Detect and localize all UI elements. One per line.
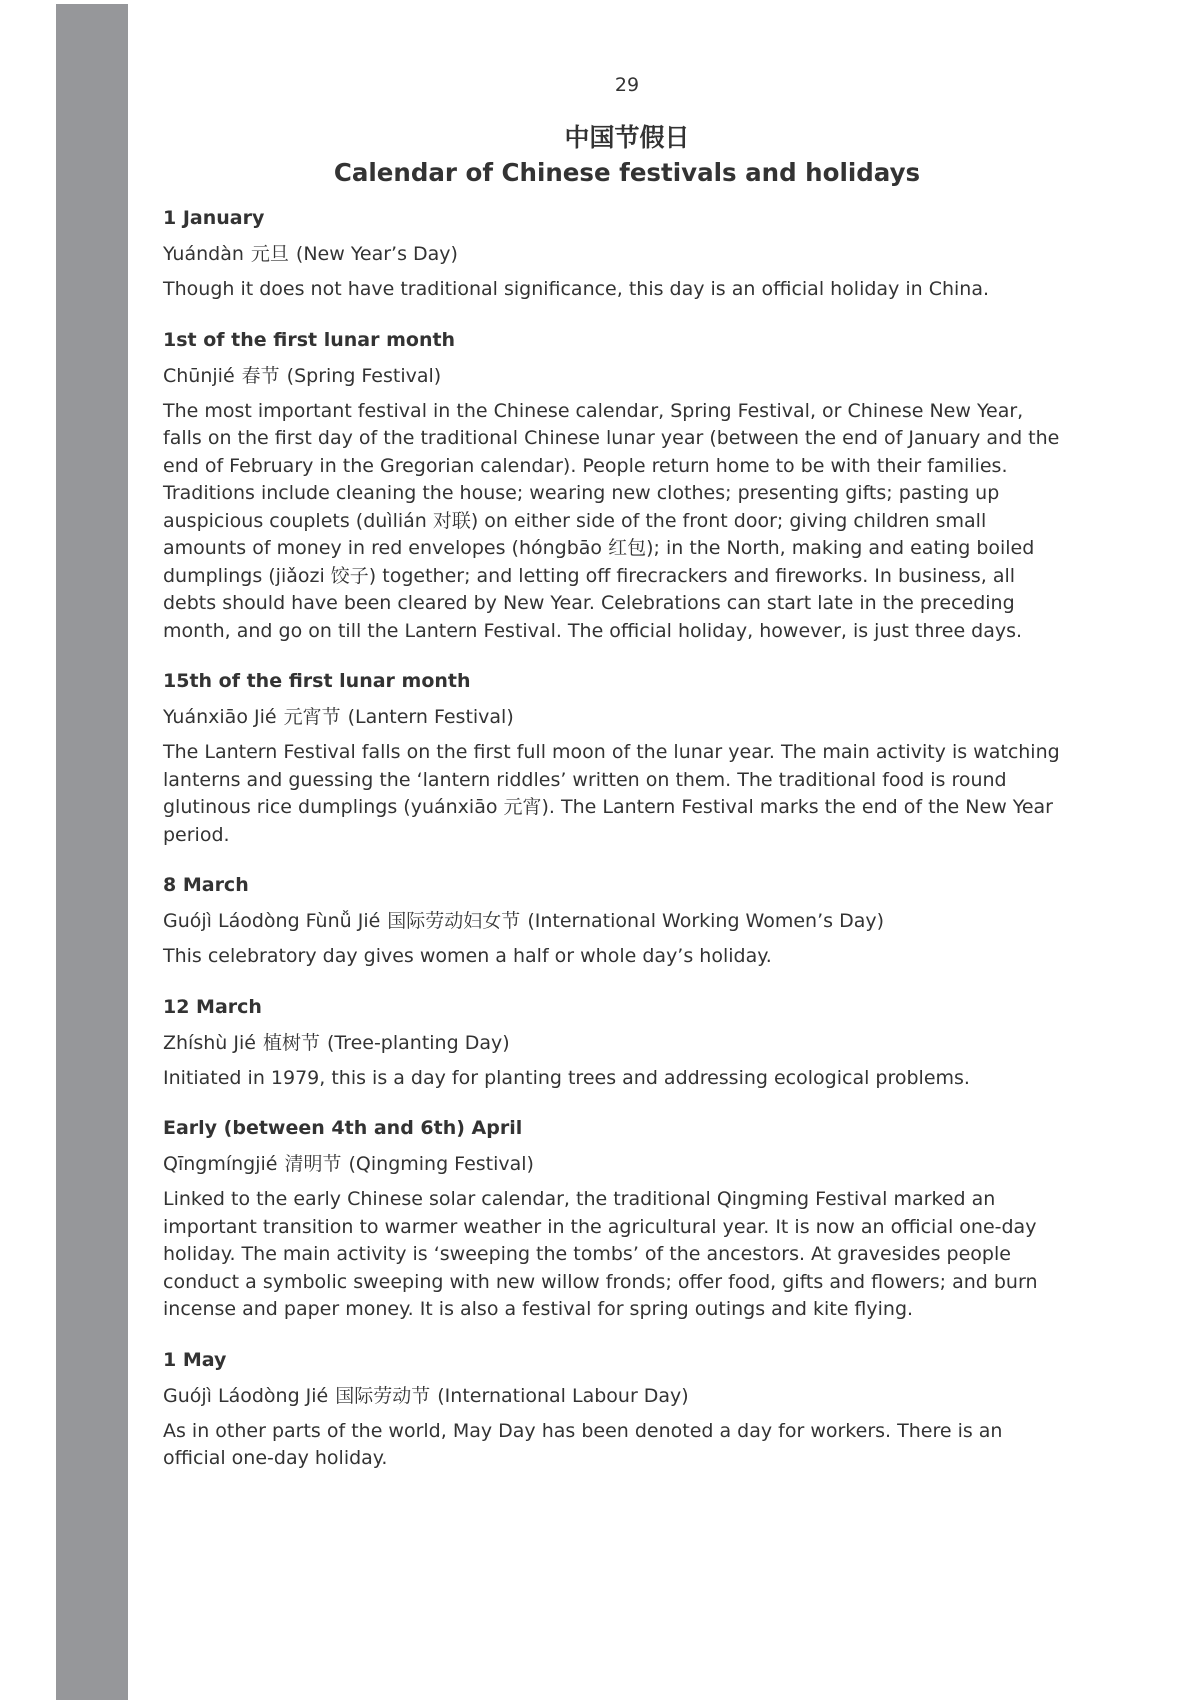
entry-english: (Lantern Festival) xyxy=(347,706,514,728)
entry-english: (International Labour Day) xyxy=(437,1384,689,1407)
entry-chinese: 植树节 xyxy=(262,1031,320,1054)
entry-english: (International Working Women’s Day) xyxy=(527,910,885,932)
entry-english: (New Year’s Day) xyxy=(295,243,458,265)
entry-chinese: 国际劳动节 xyxy=(335,1384,431,1407)
page-title-english: Calendar of Chinese festivals and holidays xyxy=(333,158,921,187)
entry-english: (Qingming Festival) xyxy=(348,1153,534,1175)
entry-pinyin: Yuánxiāo Jié xyxy=(163,706,277,728)
holiday-entry-labour-day xyxy=(163,1349,1063,1473)
page-number: 29 xyxy=(614,74,640,96)
entry-date: 1st of the first lunar month xyxy=(163,328,456,351)
entry-date: 1 May xyxy=(163,1348,227,1371)
holiday-entry-spring-festival xyxy=(163,329,1063,646)
entry-name xyxy=(163,239,1063,266)
entry-pinyin: Chūnjié xyxy=(163,364,235,387)
entry-english: (Spring Festival) xyxy=(286,364,442,387)
entry-pinyin: Yuándàn xyxy=(163,243,244,265)
holiday-entry-qingming-festival xyxy=(163,1117,1063,1324)
entry-date: 12 March xyxy=(163,995,262,1018)
entry-description: Linked to the early Chinese solar calendar, the traditional Qingming Festival marked an important transition to warmer weather in the agricultural year. It is now an official one-day holiday. The main activity is ‘sweeping the tombs’ of the ancestors. At gravesides people conduct a symbolic sweeping with new willow fronds; offer food, gifts and flowers; and burn incense and paper money. It is also a festival for spring outings and kite flying. xyxy=(163,1188,1038,1320)
entry-pinyin: Qīngmíngjié xyxy=(163,1153,278,1175)
holiday-entry-tree-planting-day xyxy=(163,996,1063,1093)
entry-description: The Lantern Festival falls on the first full moon of the lunar year. The main activity is watching lanterns and guessing the ‘lantern riddles’ written on them. The traditional food is round glutinous rice dumplings (yuánxiāo 元宵). The Lantern Festival marks the end of the New Year period. xyxy=(163,741,1060,846)
entry-name xyxy=(163,361,1063,388)
entry-description: The most important festival in the Chinese calendar, Spring Festival, or Chinese New Year, falls on the first day of the traditional Chinese lunar year (between the end of January and the end of February in the Gregorian calendar). People return home to be with their families. Traditions include cleaning the house; wearing new clothes; presenting gifts; pasting up auspicious couplets (duìlián 对联) on either side of the front door; giving children small amounts of money in red envelopes (hóngbāo 红包); in the North, making and eating boiled dumplings (jiǎozi 饺子) together; and letting off firecrackers and fireworks. In business, all debts should have been cleared by New Year. Celebrations can start late in the preceding month, and go on till the Lantern Festival. The official holiday, however, is just three days. xyxy=(163,399,1060,642)
entry-date: 8 March xyxy=(163,874,249,896)
holiday-entry-womens-day xyxy=(163,874,1063,971)
entry-chinese: 国际劳动妇女节 xyxy=(387,910,521,932)
entry-pinyin: Guójì Láodòng Fùnǚ Jié xyxy=(163,910,381,932)
side-margin-bar xyxy=(56,4,128,1700)
entry-name xyxy=(163,1149,1063,1176)
entry-date: 15th of the first lunar month xyxy=(163,670,471,692)
holiday-entry-new-years-day xyxy=(163,207,1063,304)
entry-name xyxy=(163,906,1063,933)
entry-chinese: 清明节 xyxy=(284,1153,342,1175)
entry-name xyxy=(163,702,1063,729)
document-page xyxy=(163,74,1063,1498)
entry-pinyin: Zhíshù Jié xyxy=(163,1031,256,1054)
holiday-entry-lantern-festival xyxy=(163,670,1063,849)
entry-chinese: 春节 xyxy=(241,364,280,387)
entry-description: Initiated in 1979, this is a day for planting trees and addressing ecological problems. xyxy=(163,1066,970,1089)
entry-chinese: 元旦 xyxy=(250,243,289,265)
page-title-chinese: 中国节假日 xyxy=(564,123,690,152)
entry-pinyin: Guójì Láodòng Jié xyxy=(163,1384,329,1407)
entry-chinese: 元宵节 xyxy=(283,706,341,728)
entry-name xyxy=(163,1381,1063,1408)
entry-name xyxy=(163,1028,1063,1055)
entry-date: 1 January xyxy=(163,207,265,229)
entry-description: As in other parts of the world, May Day has been denoted a day for workers. There is an official one-day holiday. xyxy=(163,1419,1003,1469)
entry-date: Early (between 4th and 6th) April xyxy=(163,1117,523,1139)
entry-english: (Tree-planting Day) xyxy=(326,1031,510,1054)
entry-description: This celebratory day gives women a half or whole day’s holiday. xyxy=(163,945,772,967)
entry-description: Though it does not have traditional significance, this day is an official holiday in China. xyxy=(163,278,990,300)
